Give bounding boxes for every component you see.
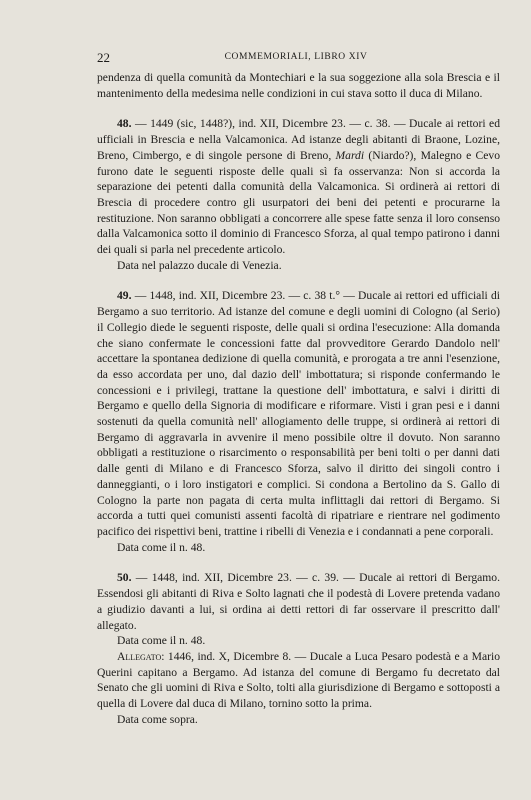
entry-italic-text: Mardi [335, 148, 365, 162]
entry-48-date-note: Data nel palazzo ducale di Venezia. [117, 258, 282, 272]
page-number: 22 [97, 50, 110, 65]
entry-text-continued: (Niardo?), Malegno e Cevo furono date le seguenti risposte delle quali sì fa osservanza: Non si accorda la separazione dei petenti dalla comunità della Valcamonica. Si ordinerà ai rettori di Brescia di procedere contro gli usurpatori dei beni dei petenti e procurarne la restituzione. Non saranno obbligati a concorrere alle spese fatte senza il loro consenso dalla Valcamonica sotto il dominio di Francesco Sforza, al qual tempo patirono i danni dei quali si parla nel precedente articolo. [97, 148, 500, 257]
entry-50-date-note: Data come il n. 48. [117, 634, 206, 648]
entry-text: — 1449 (sic, 1448?), ind. XII, Dicembre 23. — c. 38. — Ducale ai rettori ed ufficiali in Brescia e nella Valcamonica. Ad istanze degli abitanti di Braone, Lozine, Breno, Cimbergo, e di singole persone di Breno, [97, 117, 500, 162]
entry-50 [97, 570, 500, 633]
allegato-text: 1446, ind. X, Dicembre 8. — Ducale a Luca Pesaro podestà e a Mario Querini capitano a Bergamo. Ad istanza del comune di Bergamo fu decretato dal Senato che gli uomini di Riva e Solto, tolti alla giurisdizione di Bergamo e sottoposti a quella di Lovere dal duca di Milano, tornino sotto la prima. [97, 649, 500, 711]
entry-number: 50. [117, 571, 132, 585]
allegato-date-note: Data come sopra. [117, 712, 198, 726]
allegato-paragraph [97, 649, 500, 712]
entry-text: — 1448, ind. XII, Dicembre 23. — c. 38 t.° — Ducale ai rettori ed ufficiali di Bergamo a suo territorio. Ad istanze del comune e degli uomini di Cologno (al Serio) il Collegio diede le seguenti risposte, delle quali si ordina l'esecuzione: Alla domanda che siano confermate le concessioni fatte dal provveditore Gerardo Dandolo nell' accettare la spontanea dedizione di quella comunità, e prorogata a tre anni l'esenzione, da esso accordata per uno, dal dazio dell' imbottatura; si risponde confermando le concessioni e i privilegi, trattane la questione dell' imbottatura, e salvi i diritti di Bergamo e quello della Signoria di modificare e riformare. Visti i gran pesi e i danni sostenuti da quella comunità nell' allogiamento delle truppe, si ordinerà ai rettori di Bergamo di aggravarla in avvenire il meno possibile oltre il dovuto. Non saranno obbligati a restituzione o risarcimento o responsabilità per beni tolti o per danni dati dalle genti di Milano e di Francesco Sforza, salvo il diritto dei singoli contro i danneggianti, o i loro instigatori e complici. Si condona a Bertolino da S. Gallo di Cologno la parte non pagata di certa multa inflittagli dai rettori di Bergamo. Si accorda a tutti quei comunisti assenti facoltà di ripatriare e rientrare nel godimento pacifico dei rispettivi beni, trattine i ribelli di Venezia e i condannati a pene corporali. [97, 289, 500, 538]
intro-paragraph: pendenza di quella comunità da Montechiari e la sua soggezione alla sola Brescia e il mantenimento della medesima nelle condizioni in cui stava sotto il duca di Milano. [97, 71, 500, 100]
document-body [97, 70, 500, 727]
entry-49-date-note: Data come il n. 48. [117, 540, 206, 554]
entry-49 [97, 288, 500, 539]
entry-number: 49. [117, 289, 132, 303]
entry-text: — 1448, ind. XII, Dicembre 23. — c. 39. — Ducale ai rettori di Bergamo. Essendosi gli abitanti di Riva e Solto lagnati che il podestà di Lovere pretenda vadano a giudizio davanti a lui, si ordina ai detti rettori di far osservare il prescritto dall' allegato. [97, 571, 500, 632]
entry-48 [97, 116, 500, 257]
running-title: COMMEMORIALI, LIBRO XIV [224, 52, 368, 62]
allegato-label: Allegato: [117, 649, 165, 663]
page-header [97, 50, 495, 64]
entry-number: 48. [117, 117, 132, 131]
